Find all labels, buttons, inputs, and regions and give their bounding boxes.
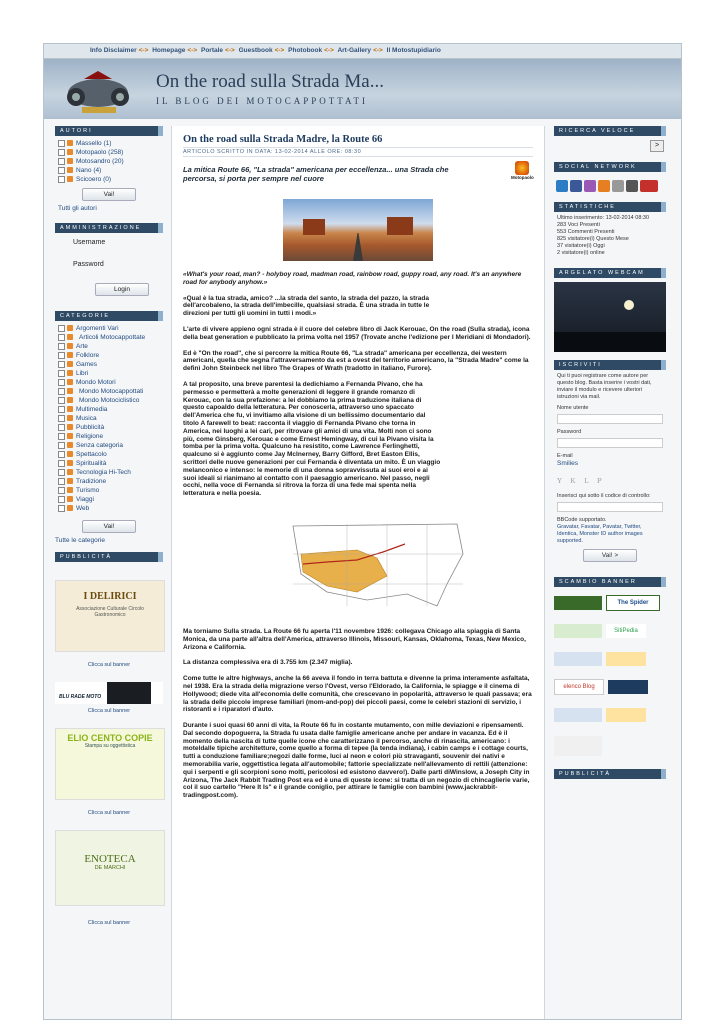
author-item[interactable]: Motosandro (20) — [58, 157, 160, 166]
checkbox-icon[interactable] — [58, 158, 65, 165]
signup-button[interactable]: Vai! > — [583, 549, 637, 562]
search-widget — [554, 126, 666, 154]
checkbox-icon[interactable] — [58, 433, 65, 440]
category-item[interactable] — [58, 504, 160, 513]
username-label: Username — [73, 239, 106, 246]
left-ads-heading: PUBBLICITÀ — [55, 552, 163, 562]
post-paragraph: Ed è "On the road", che si percorre la mitica Route 66, "La strada" americana per eccellenza, dei western americani, quella che segna l'attraversamento da est a ovest del territorio americano, la "Strada Madre" come la definì John Steinbeck nel libro The Grapes of Wrath (tradotto in italiano, Furore). — [183, 349, 529, 373]
banner-exchange-heading: SCAMBIO BANNER — [554, 577, 666, 587]
post-paragraph: Come tutte le altre highways, anche la 66 aveva il fondo in terra battuta e divenne la prima interamente asfaltata, nel 1938. Era la strada della migrazione verso l'Ovest, verso l'Eldorado, la California, le spiagge e il cinema di Hollywood; diede vita all'economia delle comunità, che crescevano in popolarità, attraverso le quali passava; era la strada delle piccole imprese familiari (mom-and-pop) dei piccoli paesi, come le celebri stazioni di servizio, i ristoranti e i riparatori d'auto. — [183, 675, 532, 714]
category-item[interactable] — [58, 468, 160, 477]
checkbox-icon[interactable] — [58, 415, 65, 422]
checkbox-icon[interactable] — [58, 167, 65, 174]
post-lead: La mitica Route 66, "La strada" americana per eccellenza... una Strada che percorsa, si porta per sempre nel cuore — [183, 165, 449, 183]
category-list — [55, 321, 163, 516]
stats-heading: STATISTICHE — [554, 202, 666, 212]
rss-icon[interactable] — [67, 361, 73, 367]
post-paragraph: Durante i suoi quasi 60 anni di vita, la Route 66 fu in costante mutamento, con mille deviazioni e ripensamenti. Dal secondo dopoguerra, la Strada fu usata dalle famiglie americane anche per andare in vacanza. Ed è il momento della nascita di tutte quelle icone che caratterizzano il percorso, anche di rinascita, americano: i moteldalle tipiche architetture, come quello a forma di tepee (la tenda indiana), i cabin camps e i cottage courts, tutti a conduzione familiare;negozi dalle forme, luci al neon e colori più stravaganti, souvenir dei nativi e memorabilia varie, oggettistica legata all'automobile; fattorie specializzate nell'allevamento di rettili (attenzione: qui i serpenti e gli scorpioni sono molti, pericolosi ed esistono davvero!). Dalle parti diWinslow, a Joseph City in Arizona, The Jack Rabbit Trading Post era ed è una di queste icone: si tratta di un negozio di chincaglierie varie, col il suo cartello "Here It Is" e il grande coniglio, per attirare le famiglie con bambini (www.jackrabbit-tradingpost.com). — [183, 722, 530, 800]
bbcode-note: BBCode supportato. — [557, 517, 607, 523]
author-avatar[interactable]: Motopaolo — [511, 161, 533, 180]
captcha-input[interactable] — [557, 502, 663, 512]
post-quote-english: «What's your road, man? - holyboy road, madman road, rainbow road, guppy road, any road. It's an anywhere road for anybody anyhow.» — [183, 271, 522, 286]
checkbox-icon[interactable] — [58, 149, 65, 156]
author-item[interactable]: Scicoero (0) — [58, 175, 160, 184]
category-label[interactable]: Viaggi — [76, 496, 94, 503]
checkbox-icon[interactable] — [58, 140, 65, 147]
category-item[interactable] — [58, 495, 160, 504]
exchange-banner-row[interactable] — [554, 651, 666, 667]
banner-blu-rade[interactable]: BLU RADE MOTO — [55, 682, 163, 704]
checkbox-icon[interactable] — [58, 460, 65, 467]
author-item[interactable]: Nano (4) — [58, 166, 160, 175]
password-input[interactable] — [557, 438, 663, 448]
exchange-banner-row[interactable]: SitiPedia — [554, 623, 666, 639]
myspace-icon[interactable] — [584, 180, 596, 192]
categories-go-button[interactable]: Vai! — [82, 520, 136, 533]
rss-icon[interactable] — [67, 424, 73, 430]
category-item[interactable] — [58, 459, 160, 468]
banner-exchange-widget — [554, 577, 666, 757]
rss-icon[interactable] — [67, 334, 73, 340]
checkbox-icon[interactable] — [58, 496, 65, 503]
left-ads-widget — [55, 552, 163, 926]
stats-widget — [554, 202, 666, 260]
route-66-map — [287, 514, 467, 614]
all-authors-link[interactable]: Tutti gli autori — [58, 205, 97, 212]
category-label[interactable]: Religione — [76, 433, 104, 440]
post-paragraph: La distanza complessiva era di 3.755 km (2.347 miglia). — [183, 659, 353, 667]
category-item[interactable] — [58, 414, 160, 423]
search-button[interactable]: > — [650, 140, 664, 152]
rss-icon[interactable] — [598, 180, 610, 192]
checkbox-icon[interactable] — [58, 469, 65, 476]
category-label[interactable]: Articoli Motocappottate — [79, 334, 146, 341]
smilies-link[interactable]: Smilies — [557, 460, 578, 467]
rss-icon[interactable] — [67, 460, 73, 466]
email-icon[interactable] — [612, 180, 624, 192]
checkbox-icon[interactable] — [58, 361, 65, 368]
name-input[interactable] — [557, 414, 663, 424]
nav-photobook[interactable]: Photobook — [288, 47, 323, 54]
category-label[interactable]: Libri — [76, 370, 89, 377]
post-title[interactable]: On the road sulla Strada Madre, la Route 66 — [183, 134, 383, 145]
category-item[interactable] — [58, 441, 160, 450]
category-label[interactable]: Tecnologia Hi-Tech — [76, 469, 131, 476]
youtube-icon[interactable] — [640, 180, 658, 192]
admin-widget — [55, 223, 163, 303]
exchange-banner-row[interactable] — [554, 735, 666, 757]
left-sidebar — [55, 126, 163, 940]
admin-heading: AMMINISTRAZIONE — [55, 223, 163, 233]
category-label[interactable]: Tradizione — [76, 478, 107, 485]
page-frame — [43, 43, 682, 1020]
signup-widget — [554, 360, 666, 569]
checkbox-icon[interactable] — [58, 379, 65, 386]
banner-caption[interactable]: Clicca sul banner — [87, 920, 131, 926]
name-label: Nome utente — [557, 405, 589, 411]
category-item[interactable] — [58, 378, 160, 387]
blog-subtitle: IL BLOG DEI MOTOCAPPOTTATI — [156, 96, 369, 106]
captcha-image: ʏ ᴋ ʟ ᴘ — [557, 475, 605, 486]
banner-caption[interactable]: Clicca sul banner — [87, 662, 131, 668]
post-meta: ARTICOLO SCRITTO IN DATA: 13-02-2014 ALLE ORE: 08:30 — [183, 147, 533, 157]
rss-icon[interactable] — [67, 325, 73, 331]
post-quote-italian: «Qual è la tua strada, amico? ...la strada del santo, la strada del pazzo, la strada dell'arcobaleno, la strada dell'imbecille, qualsiasi strada. È una strada in tutte le direzioni per tutti gli uomini in tutti i modi.» — [183, 294, 430, 318]
rss-icon[interactable] — [67, 478, 73, 484]
nav-info-disclaimer[interactable]: Info Disclaimer — [90, 47, 137, 54]
exchange-banner-row[interactable]: The Spider — [554, 595, 666, 611]
banner-delirici[interactable]: I DELIRICI Associazione Culturale Circolo Gastronomico — [55, 580, 165, 652]
category-label[interactable]: Mondo Motocappottati — [79, 388, 144, 395]
rss-icon[interactable] — [67, 397, 73, 403]
top-navigation — [44, 44, 681, 59]
checkbox-icon[interactable] — [58, 424, 65, 431]
rss-icon[interactable] — [67, 158, 73, 164]
rss-icon[interactable] — [67, 487, 73, 493]
nav-guestbook[interactable]: Guestbook — [238, 47, 273, 54]
checkbox-icon[interactable] — [58, 451, 65, 458]
checkbox-icon[interactable] — [58, 397, 65, 404]
category-label[interactable]: Games — [76, 361, 97, 368]
post-paragraph: A tal proposito, una breve parentesi la dedichiamo a Fernanda Pivano, che ha permesso e permetterà a molte generazioni di leggere il grande romanzo di Kerouac, con la sua prefazione: a lei dobbiamo la prima traduzione italiana di questo capoaldo della letteratura. Per conoscerla, attraverso uno spaccato dell'America che fu, vi invitiamo alla visione di un bellissimo documentario dal titolo A farewell to beat: racconta il viaggio di Fernanda Pivano che torna in America, nei luoghi a lei cari, per ritrovare gli amici di una vita. Molti non ci sono più, come Ginsberg, Kerouac e come Ernest Hemingway, di cui la Pivano visita la tomba per la prima volta. Qualcuno ha resistito, come Lawrence Ferlinghetti, qualcuno si è aggiunto come Jay McInerney, Barry Gifford, Bret Easton Ellis, scrittori delle nuove generazioni per cui Fernanda è diventata un mito. È un viaggio melanconico e intenso: le memorie di una donna sopravvissuta ai suoi eroi e ai suoi ideali si rianimano al contatto con il paesaggio americano. Nel passo, negli occhi, nella voce di Fernanda si ritrova la forza di una fede mai spenta nella letteratura e nella poesia. — [183, 380, 441, 498]
checkbox-icon[interactable] — [58, 370, 65, 377]
post-paragraph: Ma torniamo Sulla strada. La Route 66 fu aperta l'11 novembre 1926: collegava Chicago alla spiaggia di Santa Monica, da una parte all'altra dell'America, attraverso Illinois, Missouri, Kansas, Oklahoma, Texas, New Mexico, Arizona e California. — [183, 627, 526, 651]
category-item[interactable] — [58, 387, 160, 396]
webcam-heading: ARGELATO WEBCAM — [554, 268, 666, 278]
category-item[interactable] — [58, 396, 160, 405]
category-item[interactable] — [58, 351, 160, 360]
post-paragraph: L'arte di vivere appieno ogni strada è il cuore del celebre libro di Jack Kerouac, On the road (Sulla strada), icona della beat generation e pubblicato la prima volta nel 1957 (Trovate anche l'edizione per I Meridiani di Mondadori). — [183, 325, 531, 341]
category-item[interactable] — [58, 369, 160, 378]
checkbox-icon[interactable] — [58, 478, 65, 485]
signup-description: Qui ti puoi registrare come autore per questo blog. Basta inserire i vostri dati, inviare il modulo e ricevere ulteriori istruzioni via mail. — [557, 373, 652, 400]
right-ads-widget — [554, 769, 666, 779]
all-categories-link[interactable]: Tutte le categorie — [55, 537, 105, 544]
category-label[interactable]: Musica — [76, 415, 97, 422]
facebook-icon[interactable] — [556, 180, 568, 192]
webcam-widget — [554, 268, 666, 352]
checkbox-icon[interactable] — [58, 388, 65, 395]
author-item[interactable]: Massello (1) — [58, 139, 160, 148]
rss-icon[interactable] — [67, 496, 73, 502]
checkbox-icon[interactable] — [58, 352, 65, 359]
site-logo[interactable] — [54, 65, 142, 115]
categories-widget — [55, 311, 163, 544]
category-label[interactable]: Arte — [76, 343, 88, 350]
banner-enoteca[interactable]: ENOTECA DE MARCHI — [55, 830, 165, 906]
social-widget — [554, 162, 666, 194]
rss-icon[interactable] — [67, 176, 73, 182]
rss-icon[interactable] — [67, 352, 73, 358]
authors-heading: AUTORI — [55, 126, 163, 136]
category-label[interactable]: Folklore — [76, 352, 100, 359]
username-input[interactable] — [73, 249, 143, 257]
password-label: Password — [73, 261, 104, 268]
rss-icon[interactable] — [67, 388, 73, 394]
exchange-banner-row[interactable]: elenco Blog — [554, 679, 666, 695]
stats-list: Ultimo inserimento: 13-02-2014 08:30 283 Voci Presenti 553 Commenti Presenti 825 visitatore(i) Questo Mese 37 visitatore(i) Oggi 2 visitatore(i) online — [557, 215, 650, 256]
facebook-icon[interactable] — [570, 180, 582, 192]
category-item[interactable] — [58, 342, 160, 351]
rss-icon[interactable] — [67, 343, 73, 349]
rss-icon[interactable] — [67, 469, 73, 475]
category-item[interactable] — [58, 477, 160, 486]
category-label[interactable]: Argomenti Vari — [76, 325, 119, 332]
checkbox-icon[interactable] — [58, 325, 65, 332]
email-label: E-mail — [557, 453, 573, 459]
checkbox-icon[interactable] — [58, 176, 65, 183]
category-label[interactable]: Web — [76, 505, 90, 512]
banner-caption[interactable]: Clicca sul banner — [87, 810, 131, 816]
nav-portale[interactable]: Portale — [201, 47, 224, 54]
signup-heading: ISCRIVITI — [554, 360, 666, 370]
rss-icon[interactable] — [67, 451, 73, 457]
search-input[interactable] — [554, 141, 642, 150]
authors-go-button[interactable]: Vai! — [82, 188, 136, 201]
category-item[interactable] — [58, 423, 160, 432]
category-label[interactable]: Spiritualità — [76, 460, 107, 467]
captcha-prompt: Inserisci qui sotto il codice di controllo: — [557, 493, 651, 499]
category-item[interactable] — [58, 486, 160, 495]
nav-homepage[interactable]: Homepage — [152, 47, 186, 54]
category-label[interactable]: Spettacolo — [76, 451, 107, 458]
webcam-image[interactable] — [554, 282, 666, 352]
search-heading: RICERCA VELOCE — [554, 126, 666, 136]
monument-valley-photo — [283, 199, 433, 261]
rss-icon[interactable] — [67, 149, 73, 155]
category-label[interactable]: Mondo Motociclistico — [79, 397, 140, 404]
banner-caption[interactable]: Clicca sul banner — [87, 708, 131, 714]
password-label: Password — [557, 429, 582, 435]
category-item[interactable] — [58, 333, 160, 342]
exchange-banner-row[interactable] — [554, 707, 666, 723]
checkbox-icon[interactable] — [58, 442, 65, 449]
banner-elio-cento-copie[interactable]: ELIO CENTO COPIE Stampa su oggettistica — [55, 728, 165, 800]
category-label[interactable]: Senza categoria — [76, 442, 123, 449]
category-label[interactable]: Turismo — [76, 487, 100, 494]
rss-icon[interactable] — [67, 167, 73, 173]
category-label[interactable]: Multimedia — [76, 406, 108, 413]
rss-icon[interactable] — [67, 442, 73, 448]
nav-motostupidiario[interactable]: Il Motostupidiario — [386, 47, 441, 54]
checkbox-icon[interactable] — [58, 343, 65, 350]
flame-icon — [515, 161, 529, 175]
main-content — [171, 126, 545, 1019]
categories-heading: CATEGORIE — [55, 311, 163, 321]
right-ads-heading: PUBBLICITÀ — [554, 769, 666, 779]
category-label[interactable]: Pubblicità — [76, 424, 105, 431]
checkbox-icon[interactable] — [58, 334, 65, 341]
social-icons — [556, 180, 664, 194]
category-item[interactable] — [58, 360, 160, 369]
digg-icon[interactable] — [626, 180, 638, 192]
password-input[interactable] — [73, 271, 143, 279]
site-header — [44, 59, 681, 119]
authors-widget — [55, 126, 163, 215]
rss-icon[interactable] — [67, 505, 73, 511]
category-item[interactable] — [58, 405, 160, 414]
rss-icon[interactable] — [67, 406, 73, 412]
checkbox-icon[interactable] — [58, 487, 65, 494]
top-links: Info Disclaimer <-> Homepage <-> Portale <-> Guestbook <-> Photobook <-> Art-Gallery <-> Il Motostupidiario — [90, 47, 441, 54]
rss-icon[interactable] — [67, 433, 73, 439]
rss-icon[interactable] — [67, 140, 73, 146]
checkbox-icon[interactable] — [58, 406, 65, 413]
right-sidebar — [554, 126, 666, 787]
login-button[interactable]: Login — [95, 283, 149, 296]
category-item[interactable] — [58, 450, 160, 459]
category-label[interactable]: Mondo Motori — [76, 379, 116, 386]
category-item[interactable] — [58, 432, 160, 441]
author-item[interactable]: Motopaolo (258) — [58, 148, 160, 157]
checkbox-icon[interactable] — [58, 505, 65, 512]
avatars-note: Gravatar, Favatar, Pavatar, Twitter, Identica, Monster ID author images supported. — [557, 524, 643, 544]
rss-icon[interactable] — [67, 379, 73, 385]
category-item[interactable] — [58, 324, 160, 333]
social-heading: SOCIAL NETWORK — [554, 162, 666, 172]
nav-art-gallery[interactable]: Art-Gallery — [337, 47, 372, 54]
rss-icon[interactable] — [67, 415, 73, 421]
rss-icon[interactable] — [67, 370, 73, 376]
blog-title[interactable]: On the road sulla Strada Ma... — [156, 71, 384, 92]
blog-post — [172, 126, 544, 816]
